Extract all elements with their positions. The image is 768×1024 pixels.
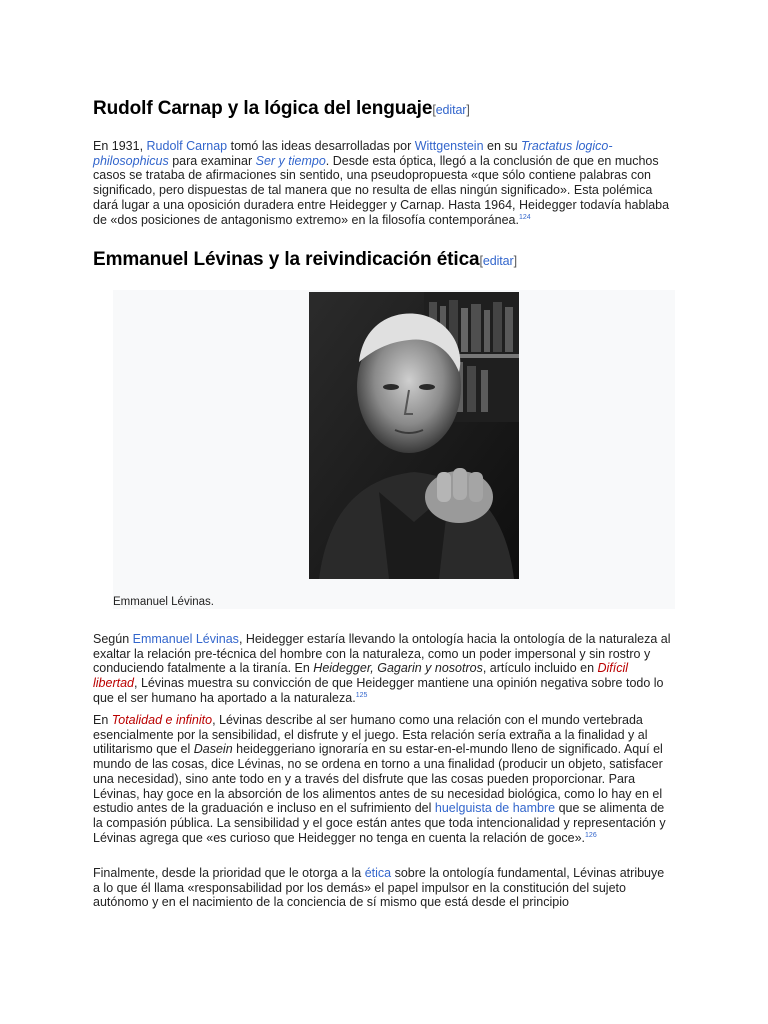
reference-125[interactable]: 125 [355,691,368,699]
portrait-photo-image [309,292,519,579]
link-wittgenstein[interactable]: Wittgenstein [414,139,484,153]
paragraph-carnap: En 1931, Rudolf Carnap tomó las ideas desarrolladas por Wittgenstein en su Tractatus logico-philosophicus para examinar Ser y tiempo. Desde esta óptica, llegó a la conclusión de que en muchos casos se trataba de afirmaciones sin sentido, una pseudopropuesta «que sólo contiene palabras con significado, pero dispuestas de tal manera que no resulta de ellas ningún significado». Esta polémica dará lugar a una oposición duradera entre Heidegger y Carnap. Hasta 1964, Heidegger todavía hablaba de «dos posiciones de antagonismo extremo» en la filosofía contemporánea.$^{124}$ [93,139,670,227]
figure-caption: Emmanuel Lévinas. [113,596,214,608]
link-totalidad-e-infinito[interactable]: Totalidad e infinito [111,713,213,727]
link-tractatus[interactable]: Tractatus logico-philosophicus [93,139,613,168]
link-huelguista-de-hambre[interactable]: huelguista de hambre [434,801,556,816]
paragraph-levinas-2: En Totalidad e infinito, Lévinas describe al ser humano como una relación con el mundo vertebrada esencialmente por la sensibilidad, el disfrute y el juego. Esta relación sería extraña a la finalidad y al utilitarismo que el Dasein heideggeriano ignoraría en su estar-en-el-mundo lleno de significado. Aquí el mundo de las cosas, dice Lévinas, no se ordena en torno a una finalidad (producir un objeto, satisfacer una necesidad), sino ante todo en y a través del disfrute que las cosas pueden proporcionar. Para Lévinas, hay goce en la absorción de los alimentos antes de su necesidad biológica, como lo hay en el estudio antes de la graduación e incluso en el sufrimiento del huelguista de hambre que se alimenta de la compasión pública. La sensibilidad y el goce están antes que toda intencionalidad y representación y Lévinas agrega que «es curioso que Heidegger no tenga en cuenta la relación de goce».$^{126}$ [93,713,666,845]
section-title: Rudolf Carnap y la lógica del lenguaje [93,98,433,119]
edit-link[interactable]: editar [435,103,467,117]
paragraph-levinas-3: Finalmente, desde la prioridad que le otorga a la ética sobre la ontología fundamental, Lévinas atribuye a lo que él llama «responsabilidad por los demás» el papel impulsor en la constitución del sujeto autónomo y en el nacimiento de la conciencia de sí mismo que está desde el principio [93,866,665,910]
edit-section-link: [editar] [479,254,517,268]
figure-levinas [113,290,675,609]
link-etica[interactable]: ética [364,866,392,880]
section-title: Emmanuel Lévinas y la reivindicación ética [93,249,480,270]
link-ser-y-tiempo[interactable]: Ser y tiempo [255,153,326,168]
link-dificil-libertad[interactable]: Difícil libertad [93,661,629,691]
section-heading-levinas [93,249,517,272]
reference-126[interactable]: 126 [585,831,597,839]
section-heading-carnap [93,98,470,121]
link-emmanuel-levinas[interactable]: Emmanuel Lévinas [132,632,239,646]
reference-124[interactable]: 124 [518,213,531,221]
edit-link[interactable]: editar [482,254,514,268]
paragraph-levinas-1: Según Emmanuel Lévinas, Heidegger estaría llevando la ontología hacia la ontología de la naturaleza al exaltar la relación pre-técnica del hombre con la naturaleza, como un poder impersonal y sin rostro y conduciendo fatalmente a la tiranía. En Heidegger, Gagarin y nosotros, artículo incluido en Difícil libertad, Lévinas muestra su convicción de que Heidegger mantiene una opinión negativa sobre todo lo que el ser humano ha aportado a la naturaleza.$^{125}$ [93,632,671,705]
edit-section-link: [editar] [432,103,470,117]
link-rudolf-carnap[interactable]: Rudolf Carnap [146,139,228,153]
portrait-photo[interactable] [309,292,519,579]
